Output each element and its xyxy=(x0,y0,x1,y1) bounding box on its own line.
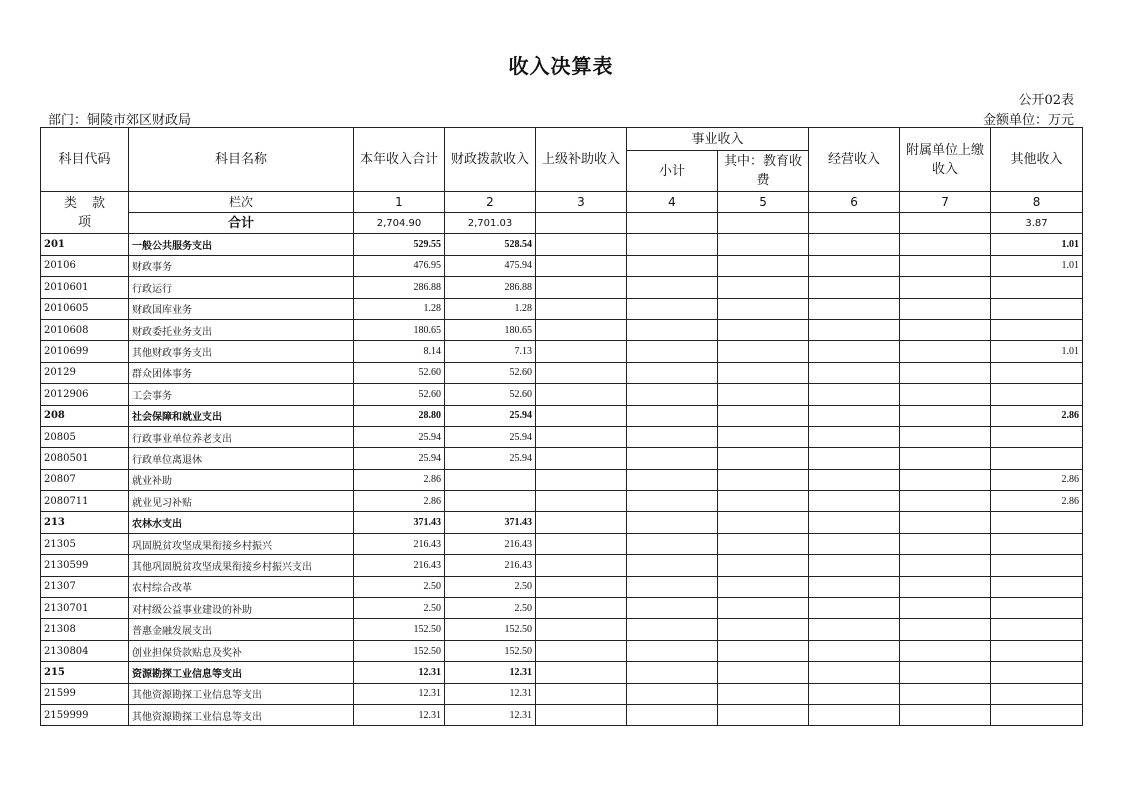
col-number: 7 xyxy=(900,192,991,213)
table-body xyxy=(41,234,1083,726)
empty-cell xyxy=(536,683,627,704)
empty-cell xyxy=(809,533,900,554)
empty-cell xyxy=(536,255,627,276)
empty-cell xyxy=(536,319,627,340)
empty-cell xyxy=(627,405,718,426)
row-code: 20807 xyxy=(41,469,129,490)
empty-cell xyxy=(900,640,991,661)
row-total: 180.65 xyxy=(354,319,445,340)
row-total: 12.31 xyxy=(354,704,445,725)
row-code: 2010699 xyxy=(41,341,129,362)
header-total: 本年收入合计 xyxy=(354,128,445,192)
empty-cell xyxy=(536,512,627,533)
row-fiscal: 286.88 xyxy=(445,277,536,298)
empty-cell xyxy=(900,555,991,576)
empty-cell xyxy=(536,598,627,619)
total-total: 2,704.90 xyxy=(354,213,445,234)
row-fiscal: 371.43 xyxy=(445,512,536,533)
empty-cell xyxy=(536,341,627,362)
empty-cell xyxy=(809,619,900,640)
row-other xyxy=(991,277,1083,298)
row-fiscal: 12.31 xyxy=(445,704,536,725)
row-name: 群众团体事务 xyxy=(129,362,354,383)
empty-cell xyxy=(900,426,991,447)
empty-cell xyxy=(809,319,900,340)
table-row xyxy=(41,298,1083,319)
total-row xyxy=(41,213,1083,234)
row-total: 25.94 xyxy=(354,426,445,447)
row-name: 工会事务 xyxy=(129,384,354,405)
empty-cell xyxy=(536,491,627,512)
empty-cell xyxy=(900,533,991,554)
row-other xyxy=(991,598,1083,619)
row-other xyxy=(991,576,1083,597)
empty-cell xyxy=(900,319,991,340)
row-total: 529.55 xyxy=(354,234,445,255)
row-fiscal: 180.65 xyxy=(445,319,536,340)
table-row xyxy=(41,448,1083,469)
row-other xyxy=(991,533,1083,554)
table-row xyxy=(41,341,1083,362)
table-row xyxy=(41,405,1083,426)
row-other xyxy=(991,448,1083,469)
table-row xyxy=(41,491,1083,512)
row-code: 21599 xyxy=(41,683,129,704)
col-number: 5 xyxy=(718,192,809,213)
empty-cell xyxy=(627,491,718,512)
header-education: 其中：教育收费 xyxy=(718,151,809,192)
empty-cell xyxy=(900,341,991,362)
empty-cell xyxy=(536,362,627,383)
row-total: 12.31 xyxy=(354,662,445,683)
row-code: 21308 xyxy=(41,619,129,640)
row-code: 2130599 xyxy=(41,555,129,576)
row-total: 216.43 xyxy=(354,533,445,554)
row-name: 就业补助 xyxy=(129,469,354,490)
empty-cell xyxy=(627,384,718,405)
empty-cell xyxy=(627,640,718,661)
header-xiang: 项 xyxy=(77,214,91,230)
row-code: 2130804 xyxy=(41,640,129,661)
row-fiscal: 12.31 xyxy=(445,662,536,683)
page-title: 收入决算表 xyxy=(508,54,614,78)
col-number: 6 xyxy=(809,192,900,213)
empty-cell xyxy=(718,598,809,619)
row-other xyxy=(991,512,1083,533)
row-other: 2.86 xyxy=(991,469,1083,490)
empty-cell xyxy=(718,255,809,276)
empty-cell xyxy=(718,469,809,490)
empty-cell xyxy=(718,533,809,554)
empty-cell xyxy=(627,255,718,276)
empty-cell xyxy=(809,448,900,469)
row-code: 2130701 xyxy=(41,598,129,619)
row-name: 普惠金融发展支出 xyxy=(129,619,354,640)
empty-cell xyxy=(809,555,900,576)
empty-cell xyxy=(718,491,809,512)
empty-cell xyxy=(536,555,627,576)
header-fiscal: 财政拨款收入 xyxy=(445,128,536,192)
row-fiscal: 216.43 xyxy=(445,533,536,554)
row-fiscal: 1.28 xyxy=(445,298,536,319)
row-other xyxy=(991,662,1083,683)
row-fiscal: 528.54 xyxy=(445,234,536,255)
row-total: 152.50 xyxy=(354,640,445,661)
table-row xyxy=(41,512,1083,533)
table-row xyxy=(41,533,1083,554)
empty-cell xyxy=(809,491,900,512)
row-other xyxy=(991,426,1083,447)
empty-cell xyxy=(900,405,991,426)
table-row xyxy=(41,704,1083,725)
empty-cell xyxy=(809,683,900,704)
col-number: 3 xyxy=(536,192,627,213)
empty-cell xyxy=(718,512,809,533)
empty-cell xyxy=(627,277,718,298)
empty-cell xyxy=(900,448,991,469)
empty-cell xyxy=(627,469,718,490)
empty-cell xyxy=(718,384,809,405)
row-name: 就业见习补贴 xyxy=(129,491,354,512)
empty-cell xyxy=(900,234,991,255)
row-name: 创业担保贷款贴息及奖补 xyxy=(129,640,354,661)
empty-cell xyxy=(627,555,718,576)
col-number: 8 xyxy=(991,192,1083,213)
empty-cell xyxy=(809,469,900,490)
empty-cell xyxy=(809,234,900,255)
empty-cell xyxy=(627,213,718,234)
row-other: 1.01 xyxy=(991,255,1083,276)
empty-cell xyxy=(627,598,718,619)
row-fiscal: 216.43 xyxy=(445,555,536,576)
table-row xyxy=(41,555,1083,576)
empty-cell xyxy=(536,704,627,725)
empty-cell xyxy=(627,426,718,447)
header-operating: 经营收入 xyxy=(809,128,900,192)
row-other xyxy=(991,619,1083,640)
row-total: 25.94 xyxy=(354,448,445,469)
empty-cell xyxy=(536,298,627,319)
empty-cell xyxy=(809,362,900,383)
empty-cell xyxy=(809,512,900,533)
row-fiscal: 2.50 xyxy=(445,598,536,619)
empty-cell xyxy=(627,341,718,362)
empty-cell xyxy=(900,491,991,512)
income-table xyxy=(40,127,1083,726)
department-label: 部门：铜陵市郊区财政局 xyxy=(48,113,192,128)
row-code: 21305 xyxy=(41,533,129,554)
row-other: 1.01 xyxy=(991,234,1083,255)
row-other xyxy=(991,683,1083,704)
row-code: 2080501 xyxy=(41,448,129,469)
col-number: 1 xyxy=(354,192,445,213)
unit-label: 金额单位：万元 xyxy=(982,113,1074,128)
empty-cell xyxy=(900,277,991,298)
empty-cell xyxy=(718,576,809,597)
row-name: 行政事业单位养老支出 xyxy=(129,426,354,447)
row-name: 财政国库业务 xyxy=(129,298,354,319)
table-row xyxy=(41,640,1083,661)
header-superior: 上级补助收入 xyxy=(536,128,627,192)
empty-cell xyxy=(536,533,627,554)
table-row xyxy=(41,362,1083,383)
empty-cell xyxy=(536,576,627,597)
empty-cell xyxy=(809,277,900,298)
row-other xyxy=(991,640,1083,661)
header-lanci: 栏次 xyxy=(129,192,354,213)
header-subtotal: 小计 xyxy=(627,151,718,192)
empty-cell xyxy=(809,213,900,234)
empty-cell xyxy=(718,704,809,725)
empty-cell xyxy=(536,619,627,640)
row-code: 2159999 xyxy=(41,704,129,725)
row-total: 2.86 xyxy=(354,491,445,512)
header-other: 其他收入 xyxy=(991,128,1083,192)
row-name: 其他财政事务支出 xyxy=(129,341,354,362)
row-code: 2010605 xyxy=(41,298,129,319)
empty-cell xyxy=(718,277,809,298)
row-name: 巩固脱贫攻坚成果衔接乡村振兴 xyxy=(129,533,354,554)
empty-cell xyxy=(809,598,900,619)
empty-cell xyxy=(718,362,809,383)
table-row xyxy=(41,683,1083,704)
row-name: 财政委托业务支出 xyxy=(129,319,354,340)
row-total: 52.60 xyxy=(354,384,445,405)
empty-cell xyxy=(900,362,991,383)
row-name: 农林水支出 xyxy=(129,512,354,533)
row-name: 其他资源勘探工业信息等支出 xyxy=(129,683,354,704)
empty-cell xyxy=(900,683,991,704)
empty-cell xyxy=(809,640,900,661)
empty-cell xyxy=(536,426,627,447)
empty-cell xyxy=(627,319,718,340)
row-total: 2.50 xyxy=(354,576,445,597)
empty-cell xyxy=(809,255,900,276)
empty-cell xyxy=(718,426,809,447)
header-code: 科目代码 xyxy=(41,128,129,192)
empty-cell xyxy=(718,640,809,661)
row-total: 476.95 xyxy=(354,255,445,276)
row-total: 152.50 xyxy=(354,619,445,640)
row-total: 52.60 xyxy=(354,362,445,383)
row-code: 21307 xyxy=(41,576,129,597)
empty-cell xyxy=(627,298,718,319)
empty-cell xyxy=(900,298,991,319)
row-name: 资源勘探工业信息等支出 xyxy=(129,662,354,683)
table-row xyxy=(41,384,1083,405)
total-other: 3.87 xyxy=(991,213,1083,234)
row-fiscal: 152.50 xyxy=(445,640,536,661)
row-total: 286.88 xyxy=(354,277,445,298)
empty-cell xyxy=(900,469,991,490)
empty-cell xyxy=(809,704,900,725)
table-row xyxy=(41,469,1083,490)
empty-cell xyxy=(536,640,627,661)
empty-cell xyxy=(627,576,718,597)
row-other xyxy=(991,362,1083,383)
header-name: 科目名称 xyxy=(129,128,354,192)
empty-cell xyxy=(718,341,809,362)
row-name: 其他资源勘探工业信息等支出 xyxy=(129,704,354,725)
empty-cell xyxy=(900,255,991,276)
header-affiliated: 附属单位上缴收入 xyxy=(900,128,991,192)
empty-cell xyxy=(536,277,627,298)
row-total: 371.43 xyxy=(354,512,445,533)
row-fiscal: 25.94 xyxy=(445,405,536,426)
empty-cell xyxy=(627,619,718,640)
row-fiscal: 7.13 xyxy=(445,341,536,362)
col-number: 4 xyxy=(627,192,718,213)
empty-cell xyxy=(627,662,718,683)
table-row xyxy=(41,576,1083,597)
table-row xyxy=(41,255,1083,276)
row-fiscal: 52.60 xyxy=(445,384,536,405)
empty-cell xyxy=(900,598,991,619)
row-fiscal: 475.94 xyxy=(445,255,536,276)
row-other: 2.86 xyxy=(991,491,1083,512)
empty-cell xyxy=(536,405,627,426)
row-total: 8.14 xyxy=(354,341,445,362)
table-row xyxy=(41,277,1083,298)
empty-cell xyxy=(718,319,809,340)
empty-cell xyxy=(627,683,718,704)
row-code: 20129 xyxy=(41,362,129,383)
empty-cell xyxy=(809,662,900,683)
row-code: 208 xyxy=(41,405,129,426)
row-name: 一般公共服务支出 xyxy=(129,234,354,255)
table-row xyxy=(41,234,1083,255)
empty-cell xyxy=(718,234,809,255)
row-fiscal: 152.50 xyxy=(445,619,536,640)
row-fiscal: 25.94 xyxy=(445,426,536,447)
empty-cell xyxy=(718,213,809,234)
row-name: 社会保障和就业支出 xyxy=(129,405,354,426)
empty-cell xyxy=(718,555,809,576)
empty-cell xyxy=(627,533,718,554)
table-row xyxy=(41,319,1083,340)
row-code: 215 xyxy=(41,662,129,683)
empty-cell xyxy=(718,662,809,683)
row-other: 2.86 xyxy=(991,405,1083,426)
row-code: 20106 xyxy=(41,255,129,276)
form-code: 公开02表 xyxy=(1018,93,1074,108)
empty-cell xyxy=(718,683,809,704)
row-other xyxy=(991,319,1083,340)
empty-cell xyxy=(900,704,991,725)
total-label: 合计 xyxy=(129,213,354,234)
empty-cell xyxy=(536,469,627,490)
row-other xyxy=(991,704,1083,725)
header-kuan: 款 xyxy=(91,195,105,211)
empty-cell xyxy=(809,341,900,362)
row-fiscal: 12.31 xyxy=(445,683,536,704)
empty-cell xyxy=(809,426,900,447)
empty-cell xyxy=(809,405,900,426)
row-fiscal xyxy=(445,491,536,512)
header-lei-kuan-xiang xyxy=(41,192,129,234)
row-code: 20805 xyxy=(41,426,129,447)
row-code: 201 xyxy=(41,234,129,255)
row-name: 行政运行 xyxy=(129,277,354,298)
header-lei: 类 xyxy=(63,195,77,211)
row-total: 12.31 xyxy=(354,683,445,704)
empty-cell xyxy=(900,662,991,683)
empty-cell xyxy=(900,576,991,597)
row-fiscal: 25.94 xyxy=(445,448,536,469)
row-name: 对村级公益事业建设的补助 xyxy=(129,598,354,619)
row-code: 2080711 xyxy=(41,491,129,512)
row-fiscal xyxy=(445,469,536,490)
row-code: 2012906 xyxy=(41,384,129,405)
row-code: 2010601 xyxy=(41,277,129,298)
empty-cell xyxy=(718,298,809,319)
row-total: 216.43 xyxy=(354,555,445,576)
row-other: 1.01 xyxy=(991,341,1083,362)
empty-cell xyxy=(718,448,809,469)
empty-cell xyxy=(627,362,718,383)
row-total: 2.86 xyxy=(354,469,445,490)
row-name: 行政单位离退休 xyxy=(129,448,354,469)
empty-cell xyxy=(809,384,900,405)
empty-cell xyxy=(809,298,900,319)
header-business: 事业收入 xyxy=(627,128,809,151)
empty-cell xyxy=(536,384,627,405)
row-other xyxy=(991,555,1083,576)
row-code: 2010608 xyxy=(41,319,129,340)
empty-cell xyxy=(536,213,627,234)
row-total: 28.80 xyxy=(354,405,445,426)
empty-cell xyxy=(900,512,991,533)
empty-cell xyxy=(627,448,718,469)
empty-cell xyxy=(536,662,627,683)
row-name: 财政事务 xyxy=(129,255,354,276)
empty-cell xyxy=(900,619,991,640)
empty-cell xyxy=(718,405,809,426)
empty-cell xyxy=(718,619,809,640)
empty-cell xyxy=(536,448,627,469)
row-name: 其他巩固脱贫攻坚成果衔接乡村振兴支出 xyxy=(129,555,354,576)
col-number: 2 xyxy=(445,192,536,213)
table-row xyxy=(41,598,1083,619)
row-code: 213 xyxy=(41,512,129,533)
row-other xyxy=(991,298,1083,319)
empty-cell xyxy=(900,213,991,234)
row-total: 2.50 xyxy=(354,598,445,619)
row-fiscal: 52.60 xyxy=(445,362,536,383)
row-total: 1.28 xyxy=(354,298,445,319)
empty-cell xyxy=(536,234,627,255)
empty-cell xyxy=(627,512,718,533)
table-row xyxy=(41,619,1083,640)
empty-cell xyxy=(627,234,718,255)
table-row xyxy=(41,662,1083,683)
row-name: 农村综合改革 xyxy=(129,576,354,597)
row-fiscal: 2.50 xyxy=(445,576,536,597)
empty-cell xyxy=(627,704,718,725)
table-row xyxy=(41,426,1083,447)
empty-cell xyxy=(900,384,991,405)
row-other xyxy=(991,384,1083,405)
total-fiscal: 2,701.03 xyxy=(445,213,536,234)
empty-cell xyxy=(809,576,900,597)
